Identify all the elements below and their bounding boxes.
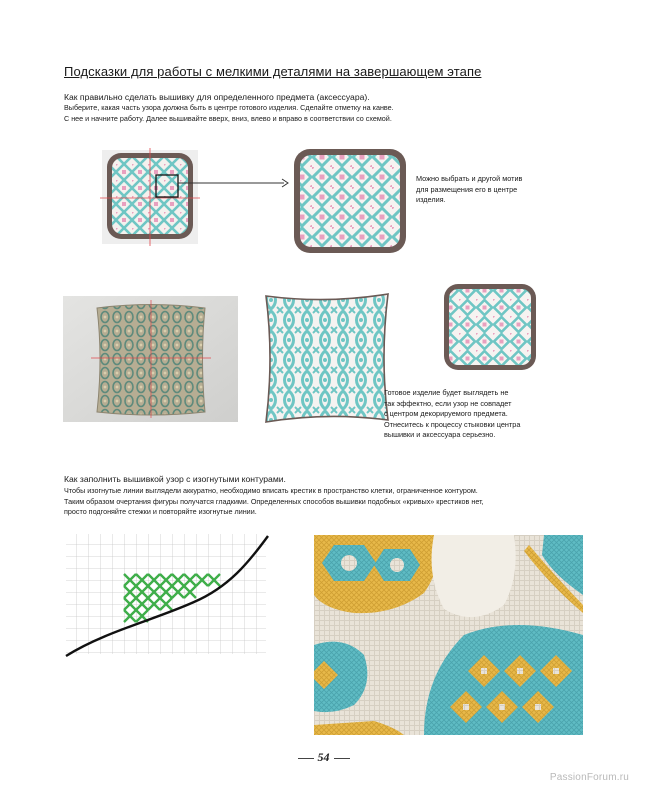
section2-line: Таким образом очертания фигуры получатся гладкими. Определенных способов вышивки подобных «кривых» крестиков нет, bbox=[64, 496, 484, 506]
side-note-centering bbox=[384, 388, 584, 441]
side-note-alternate-motif bbox=[416, 174, 556, 206]
note-line: с центром декорируемого предмета. bbox=[384, 409, 508, 419]
page-number-rule-right bbox=[334, 758, 350, 759]
section2-heading: Как заполнить вышивкой узор с изогнутыми контурами. bbox=[64, 474, 286, 484]
coaster-pattern-small bbox=[442, 282, 538, 372]
watermark: PassionForum.ru bbox=[549, 772, 629, 783]
note-line: изделия. bbox=[416, 195, 446, 204]
page-number-text: 54 bbox=[317, 750, 330, 764]
note-line: для размещения его в центре bbox=[416, 184, 518, 194]
section1-heading: Как правильно сделать вышивку для определенного предмета (аксессуара). bbox=[64, 92, 370, 102]
framed-coaster-with-guides bbox=[100, 148, 200, 246]
curved-contour-grid-diagram bbox=[64, 532, 270, 660]
note-line: Отнеситесь к процессу стыковки центра bbox=[384, 419, 521, 429]
arrow-right-icon bbox=[178, 177, 290, 189]
pillow-pattern bbox=[262, 290, 392, 426]
section2-line: просто подгоняйте стежки и повторяйте изогнутые линии. bbox=[64, 507, 257, 516]
section1-body bbox=[64, 103, 394, 124]
pillow-photo bbox=[63, 296, 238, 422]
section1-line: С нее и начните работу. Далее вышивайте вверх, вниз, влево и вправо в соответствии со схемой. bbox=[64, 113, 392, 123]
note-line: вышивки и аксессуара серьезно. bbox=[384, 430, 496, 440]
embroidery-closeup-photo bbox=[314, 535, 583, 735]
note-line: так эффектно, если узор не совпадет bbox=[384, 398, 512, 408]
section1-line: Выберите, какая часть узора должна быть в центре готового изделия. Сделайте отметку на канве. bbox=[64, 103, 394, 112]
section2-body bbox=[64, 486, 484, 518]
page-title: Подсказки для работы с мелкими деталями на завершающем этапе bbox=[64, 64, 482, 79]
page-number bbox=[0, 750, 647, 765]
note-line: Готовое изделие будет выглядеть не bbox=[384, 388, 509, 397]
note-line: Можно выбрать и другой мотив bbox=[416, 174, 523, 183]
page-number-rule-left bbox=[298, 758, 314, 759]
coaster-alternate-motif bbox=[292, 147, 408, 255]
section2-line: Чтобы изогнутые линии выглядели аккуратно, необходимо вписать крестик в пространство клетки, ограниченное контуром. bbox=[64, 486, 478, 495]
